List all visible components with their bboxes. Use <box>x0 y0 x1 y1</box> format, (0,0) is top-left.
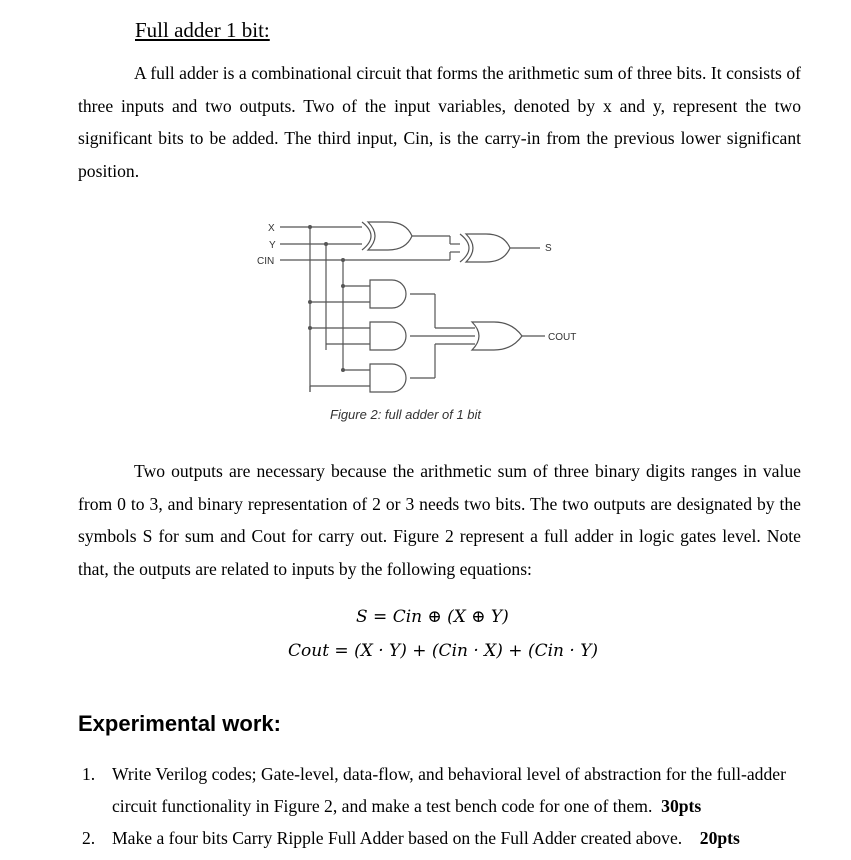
points-label: 20pts <box>699 828 740 848</box>
xor-gate-icon <box>362 222 510 262</box>
list-item <box>82 822 802 854</box>
carry-equation: Cout = (X · Y) + (Cin · X) + (Cin · Y) <box>288 641 599 661</box>
sum-equation: S = Cin ⊕ (X ⊕ Y) <box>356 607 509 627</box>
experimental-heading: Experimental work: <box>78 711 281 736</box>
input-cin-label: CIN <box>257 256 275 267</box>
or-gate-icon <box>472 322 522 350</box>
output-s-label: S <box>545 243 552 254</box>
list-text: Make a four bits Carry Ripple Full Adder based on the Full Adder created above. <box>112 828 683 848</box>
list-text: Write Verilog codes; Gate-level, data-flow, and behavioral level of abstraction for the full-adder circuit functionality in Figure 2, and make a test bench code for one of them. <box>112 764 786 816</box>
list-item <box>82 758 802 822</box>
input-x-label: X <box>268 223 275 234</box>
points-label: 30pts <box>661 796 702 816</box>
explanation-paragraph: Two outputs are necessary because the arithmetic sum of three binary digits ranges in value from 0 to 3, and binary representation of 2 or 3 needs two bits. The two outputs are designated by the symbols S for sum and Cout for carry out. Figure 2 represent a full adder in logic gates level. Note that, the outputs are related to inputs by the following equations: <box>78 461 801 580</box>
intro-paragraph: A full adder is a combinational circuit that forms the arithmetic sum of three bits. It consists of three inputs and two outputs. Two of the input variables, denoted by x and y, represent the two significant bits to be added. The third input, Cin, is the carry-in from the previous lower significant position. <box>78 63 801 182</box>
output-cout-label: COUT <box>548 332 577 343</box>
section-heading: Full adder 1 bit: <box>135 18 270 42</box>
and-gate-icon <box>370 280 406 392</box>
list-number: 2. <box>82 828 96 848</box>
list-number: 1. <box>82 764 96 784</box>
full-adder-circuit-diagram <box>250 210 590 405</box>
figure-caption: Figure 2: full adder of 1 bit <box>330 407 482 422</box>
input-y-label: Y <box>269 240 276 251</box>
